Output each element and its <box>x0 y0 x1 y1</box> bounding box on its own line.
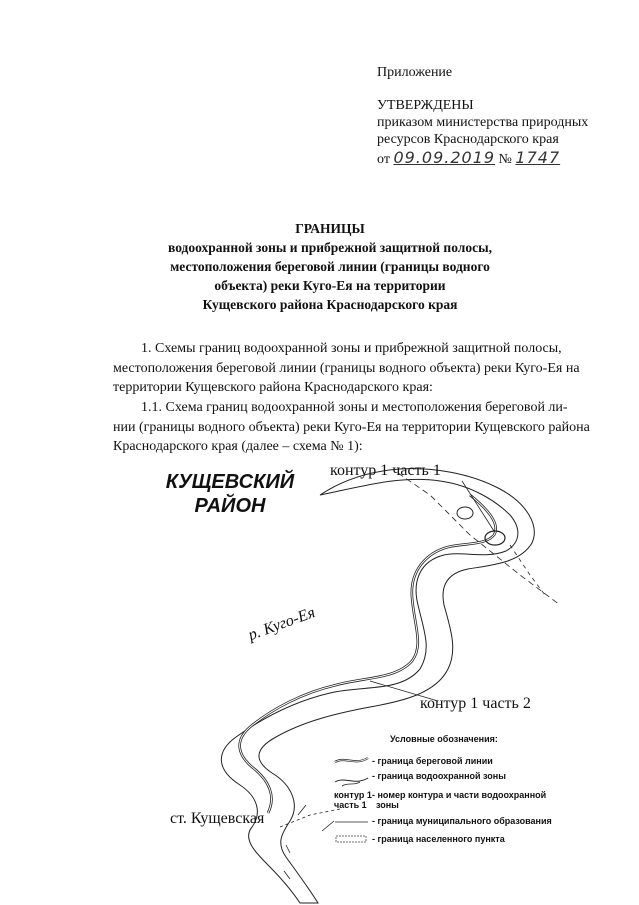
legend-settlement-symbol <box>336 836 366 842</box>
approval-date-line <box>377 149 560 168</box>
contour-1-part-2-label: контур 1 часть 2 <box>420 695 531 712</box>
river-scheme-map <box>0 455 639 905</box>
settlement-boundary-line <box>284 871 290 879</box>
paragraph-1 <box>113 339 593 398</box>
legend-water-zone-symbol <box>342 782 360 786</box>
legend-water-zone-symbol <box>335 778 368 782</box>
approval-order-line1: приказом министерства природных <box>377 115 589 130</box>
contour-leader-line <box>462 481 494 531</box>
legend-contour-text-line2: зоны <box>376 800 399 810</box>
title-line: объекта) реки Куго-Ея на территории <box>214 278 446 293</box>
district-label-line2: РАЙОН <box>194 495 266 517</box>
pond-shape <box>457 507 473 519</box>
title-line: местоположения береговой линии (границы водного <box>170 259 490 274</box>
title-main: ГРАНИЦЫ <box>295 221 365 236</box>
legend-title: Условные обозначения: <box>390 734 498 744</box>
approved-label: УТВЕРЖДЕНЫ <box>377 98 474 113</box>
district-label <box>160 470 300 518</box>
document-title <box>120 219 540 314</box>
legend-item-shoreline: - граница береговой линии <box>372 756 493 766</box>
district-label-line1: КУЩЕВСКИЙ <box>165 471 295 493</box>
handwritten-date: 09.09.2019 <box>393 148 496 167</box>
legend-contour-symbol <box>334 790 372 810</box>
paragraph-line: Краснодарского края (далее – схема № 1): <box>113 439 363 454</box>
legend-contour-symbol-line1: контур 1 <box>334 790 372 800</box>
handwritten-number: 1747 <box>515 148 561 167</box>
legend-contour-symbol-line2: часть 1 <box>334 800 367 810</box>
legend-contour-text-line1: - номер контура и части водоохранной <box>372 790 547 800</box>
settlement-label: ст. Кущевская <box>170 810 265 827</box>
appendix-label: Приложение <box>377 65 453 80</box>
municipal-boundary-line <box>510 545 545 595</box>
legend-item-water-zone: - граница водоохранной зоны <box>372 771 506 781</box>
paragraph-line: местоположения береговой линии (границы водного объекта) реки Куго-Ея на <box>113 360 580 376</box>
number-label: № <box>498 152 512 167</box>
legend-item-municipal: - граница муниципального образования <box>372 816 552 826</box>
title-line: водоохранной зоны и прибрежной защитной полосы, <box>168 240 492 255</box>
paragraph-1-1 <box>113 398 593 457</box>
paragraph-line: 1.1. Схема границ водоохранной зоны и местоположения береговой ли- <box>141 400 568 415</box>
paragraph-line: территории Кущевского района Краснодарского края: <box>113 380 433 395</box>
river-name-label: р. Куго-Ея <box>246 604 318 644</box>
legend-item-contour <box>372 790 546 810</box>
settlement-boundary-line <box>286 845 290 853</box>
title-line: Кущевского района Краснодарского края <box>202 297 458 312</box>
contour-1-part-1-label: контур 1 часть 1 <box>330 462 441 479</box>
from-label: от <box>377 152 390 167</box>
paragraph-line: 1. Схемы границ водоохранной зоны и прибрежной защитной полосы, <box>141 341 562 356</box>
paragraph-line: нии (границы водного объекта) реки Куго-Ея на территории Кущевского района <box>113 419 590 435</box>
settlement-boundary-line <box>298 805 306 815</box>
legend-item-settlement: - граница населенного пункта <box>372 834 505 844</box>
approval-order-line2: ресурсов Краснодарского края <box>377 132 559 147</box>
